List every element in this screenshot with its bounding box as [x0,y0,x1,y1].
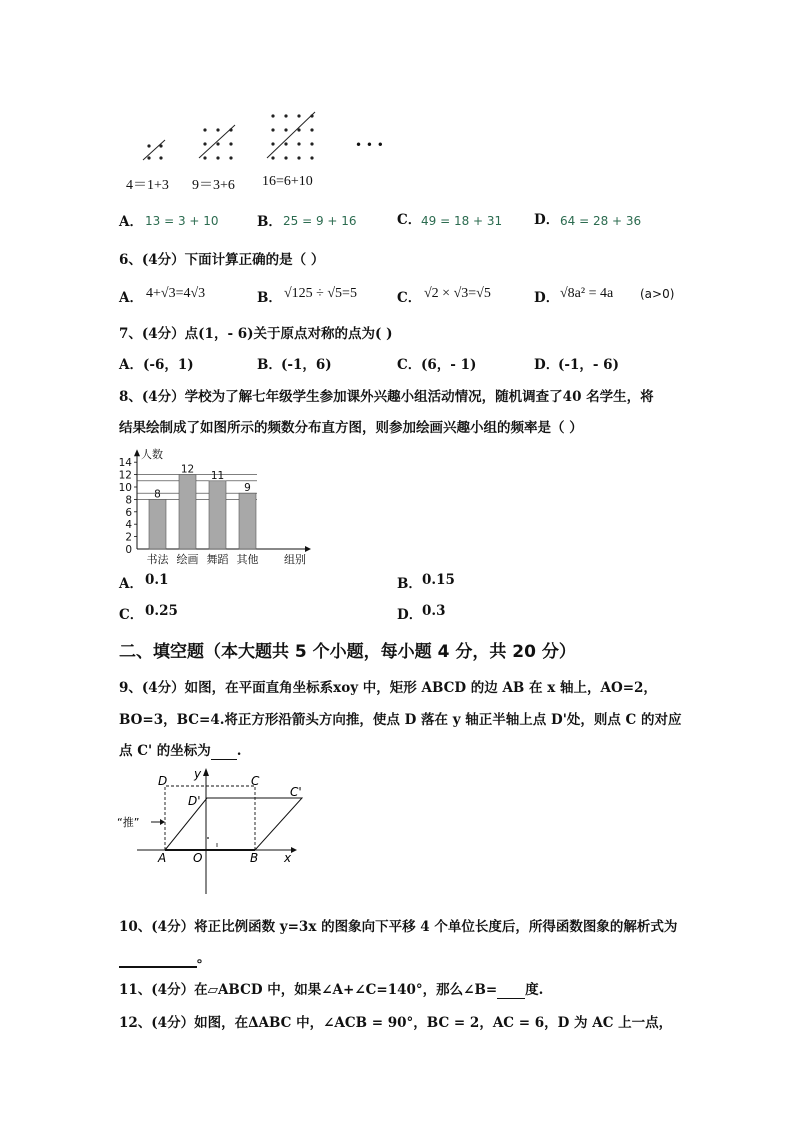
x-axis-title: 组别 [284,553,306,566]
histogram-bar [209,481,226,549]
label-y: y [194,767,202,781]
label-push: “推” [117,816,140,829]
q9-line2: BO=3，BC=4.将正方形沿箭头方向推，使点 D 落在 y 轴正半轴上点 D'处，则点 C 的对应 [119,712,682,728]
q11-text-before: 11、(4分）在▱ABCD 中，如果∠A+∠C=140°，那么∠B= [119,982,498,998]
q5-option-b-label: B． [257,214,282,230]
q7-option-c[interactable]: (6，- 1) [421,357,477,373]
q8-option-c-label: C． [119,607,144,623]
bar-data-label: 9 [244,482,251,495]
q10-line2-end: 。 [197,950,211,966]
q9-line3-end: . [236,743,242,759]
q9-line3 [119,739,241,760]
q9-coordinate-figure [115,764,315,899]
x-axis-arrow [291,847,297,853]
label-d: D [158,774,168,788]
q6-condition: (a>0) [640,287,675,301]
q6-stem: 6、(4分）下面计算正确的是（ ） [119,252,325,268]
x-category-label: 其他 [236,553,259,566]
dot-caption-3: 16=6+10 [262,174,313,189]
q6-option-d[interactable]: √8a² = 4a [560,286,614,301]
q8-option-b[interactable]: 0.15 [422,572,455,588]
dot-caption-2: 9＝3+6 [192,178,235,193]
q7-option-b[interactable]: (-1，6) [281,357,332,373]
q8-option-b-label: B． [397,576,422,592]
x-axis-arrow [305,546,311,552]
y-tick-label: 12 [118,469,132,482]
label-c: C [251,774,260,788]
histogram-bar [179,475,196,549]
q9-answer-blank[interactable] [211,743,237,760]
parallelogram-abcpdp [165,798,302,850]
q7-option-d-label: D． [534,357,560,373]
y-axis-arrow [134,449,140,456]
y-tick-label: 4 [125,519,132,532]
x-category-label: 书法 [146,553,169,566]
q6-option-b-label: B． [257,290,282,306]
q9-line1: 9、(4分）如图，在平面直角坐标系xoy 中，矩形 ABCD 的边 AB 在 x 轴上，AO=2， [119,680,657,696]
section-title: 二、填空题（本大题共 5 个小题，每小题 4 分，共 20 分） [119,642,576,662]
q10-line1: 10、(4分）将正比例函数 y=3x 的图象向下平移 4 个单位长度后，所得函数图象的解析式为 [119,919,678,935]
label-o: O [193,851,203,865]
q6-option-a[interactable]: 4+√3=4√3 [146,286,206,301]
label-d-prime: D' [188,794,201,808]
q10-answer-blank[interactable] [119,950,197,968]
q5-option-a-label: A． [119,214,143,230]
q5-option-a[interactable]: 13 = 3 + 10 [145,214,219,228]
q6-option-b[interactable]: √125 ÷ √5=5 [284,286,357,301]
bar-data-label: 12 [180,463,195,476]
q8-option-c[interactable]: 0.25 [145,603,178,619]
q7-stem: 7、(4分）点(1，- 6)关于原点对称的点为( ) [119,326,393,342]
q9-line3-text: 点 C' 的坐标为 [119,743,211,759]
bar-data-label: 8 [154,488,161,501]
frequency-histogram [110,444,320,566]
q8-stem-line1: 8、(4分）学校为了解七年级学生参加课外兴趣小组活动情况，随机调查了40 名学生，将 [119,389,654,405]
q11-text-after: 度. [525,982,544,998]
q12-text: 12、(4分）如图，在ΔABC 中，∠ACB = 90°，BC = 2，AC = 6，D 为 AC 上一点， [119,1015,673,1031]
q8-option-a-label: A． [119,576,143,592]
dot-ellipsis: • • • [355,138,384,152]
q7-option-a[interactable]: (-6，1) [143,357,194,373]
y-tick-label: 10 [118,482,132,494]
label-b: B [250,851,259,865]
y-tick-label: 2 [125,531,132,544]
q10-line2 [119,946,211,968]
q5-option-b[interactable]: 25 = 9 + 16 [283,214,357,228]
origin-mark [207,837,209,839]
bar-data-label: 11 [210,469,225,482]
y-tick-label: 8 [125,494,132,507]
label-x: x [284,851,292,865]
q6-option-c-label: C． [397,290,422,306]
label-a: A [158,851,167,865]
q5-option-c[interactable]: 49 = 18 + 31 [421,214,503,228]
q7-option-b-label: B． [257,357,282,373]
y-axis-arrow [203,768,209,776]
x-category-label: 舞蹈 [206,553,229,566]
q7-option-c-label: C． [397,357,422,373]
histogram-bar [149,499,166,549]
q11-answer-blank[interactable] [497,982,525,999]
q5-option-d-label: D． [534,212,560,228]
dot-caption-1: 4＝1+3 [126,178,169,193]
q5-option-d[interactable]: 64 = 28 + 36 [560,214,642,228]
x-category-label: 绘画 [176,553,199,566]
q7-option-d[interactable]: (-1，- 6) [558,357,619,373]
q6-option-c[interactable]: √2 × √3=√5 [424,286,491,301]
q6-option-d-label: D． [534,290,560,306]
q8-stem-line2: 结果绘制成了如图所示的频数分布直方图，则参加绘画兴趣小组的频率是（ ） [119,420,583,436]
label-c-prime: C' [290,785,302,799]
q8-option-d-label: D． [397,607,423,623]
q7-option-a-label: A． [119,357,143,373]
histogram-bar [239,493,256,549]
rectangle-abcd-dashed [165,786,255,850]
q5-option-c-label: C． [397,212,422,228]
push-arrow-head [160,819,165,825]
y-tick-label: 0 [125,544,132,556]
q11-line [119,978,543,999]
y-tick-label: 6 [125,506,132,519]
q8-option-a[interactable]: 0.1 [145,572,169,588]
q8-option-d[interactable]: 0.3 [422,603,446,619]
y-axis-title: 人数 [141,448,163,462]
y-tick-label: 14 [118,457,132,470]
q6-option-a-label: A． [119,290,143,306]
